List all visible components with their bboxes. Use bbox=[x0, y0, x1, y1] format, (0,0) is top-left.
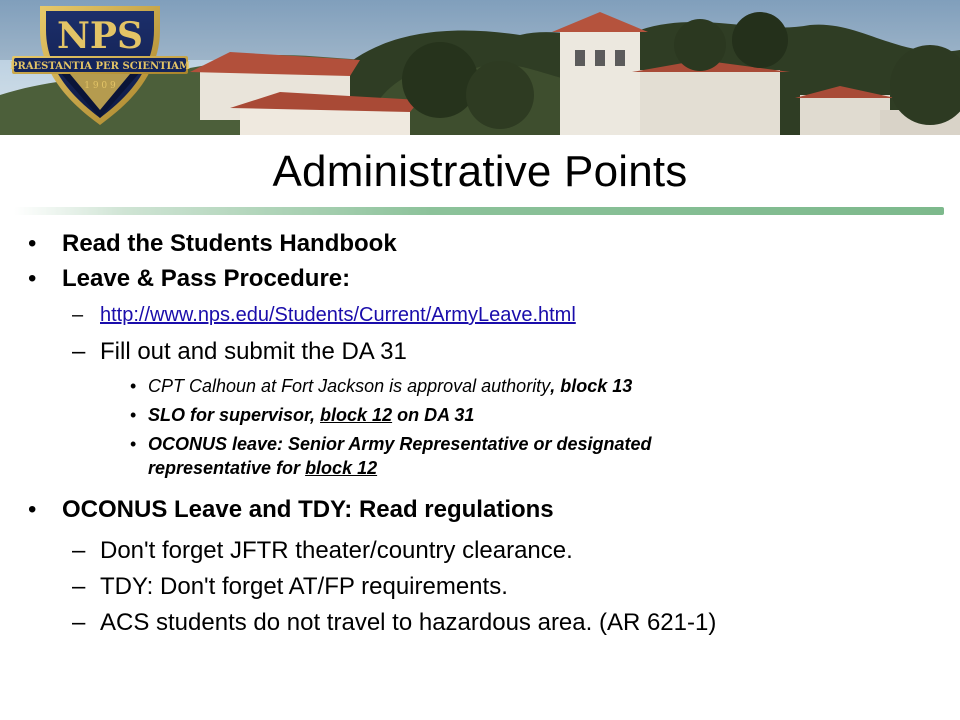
dash: – bbox=[72, 573, 86, 600]
bullet-text: OCONUS Leave and TDY: Read regulations bbox=[62, 496, 554, 523]
dash: – bbox=[72, 609, 86, 636]
sub-item-text: ACS students do not travel to hazardous area. (AR 621-1) bbox=[100, 609, 717, 636]
sub-sub-item-approval bbox=[130, 376, 633, 397]
bullet-dot: • bbox=[28, 265, 37, 292]
slo-text: SLO for supervisor, bbox=[148, 405, 321, 425]
logo-year: 1 9 0 9 bbox=[84, 81, 116, 91]
approval-block: block 13 bbox=[560, 376, 633, 396]
sub-item-link bbox=[72, 304, 576, 327]
dash: – bbox=[72, 537, 86, 564]
bullet-leave-pass bbox=[28, 265, 351, 293]
sub-item-text: TDY: Don't forget AT/FP requirements. bbox=[100, 573, 508, 600]
oconus-text-line1: OCONUS leave: Senior Army Representative or designated bbox=[148, 434, 652, 454]
oconus-block: block 12 bbox=[305, 458, 378, 478]
sub-sub-item-slo bbox=[130, 405, 475, 426]
sub-sub-item-oconus-cont bbox=[148, 458, 377, 479]
sub-item-text: Don't forget JFTR theater/country clearance. bbox=[100, 537, 573, 564]
slo-tail: on DA 31 bbox=[392, 405, 475, 425]
sub-sub-item-oconus bbox=[130, 434, 652, 455]
sub-item-atfp bbox=[72, 573, 508, 601]
slo-block: block 12 bbox=[320, 405, 393, 425]
bullet-oconus-tdy bbox=[28, 496, 554, 524]
dash: – bbox=[72, 304, 84, 326]
bullet-dot: • bbox=[28, 230, 37, 257]
army-leave-link[interactable]: http://www.nps.edu/Students/Current/ArmyLeave.html bbox=[100, 304, 576, 326]
logo-motto: PRAESTANTIA PER SCIENTIAM bbox=[9, 61, 191, 72]
bullet-text: Read the Students Handbook bbox=[62, 230, 397, 257]
bullet-students-handbook bbox=[28, 230, 397, 258]
approval-text: CPT Calhoun at Fort Jackson is approval authority bbox=[148, 376, 551, 396]
bullet-dot: • bbox=[130, 434, 137, 454]
dash: – bbox=[72, 338, 86, 365]
bullet-dot: • bbox=[28, 496, 37, 523]
logo-text: NPS bbox=[57, 15, 143, 57]
bullet-dot: • bbox=[130, 376, 137, 396]
sub-item-jftr bbox=[72, 537, 573, 565]
sub-item-da31 bbox=[72, 338, 407, 366]
sub-item-text: Fill out and submit the DA 31 bbox=[100, 338, 407, 365]
slide-title: Administrative Points bbox=[272, 147, 688, 196]
oconus-text-line2: representative for bbox=[148, 458, 306, 478]
bullet-text: Leave & Pass Procedure: bbox=[62, 265, 351, 292]
bullet-dot: • bbox=[130, 405, 137, 425]
sub-item-acs bbox=[72, 609, 717, 637]
approval-sep: , bbox=[550, 376, 561, 396]
